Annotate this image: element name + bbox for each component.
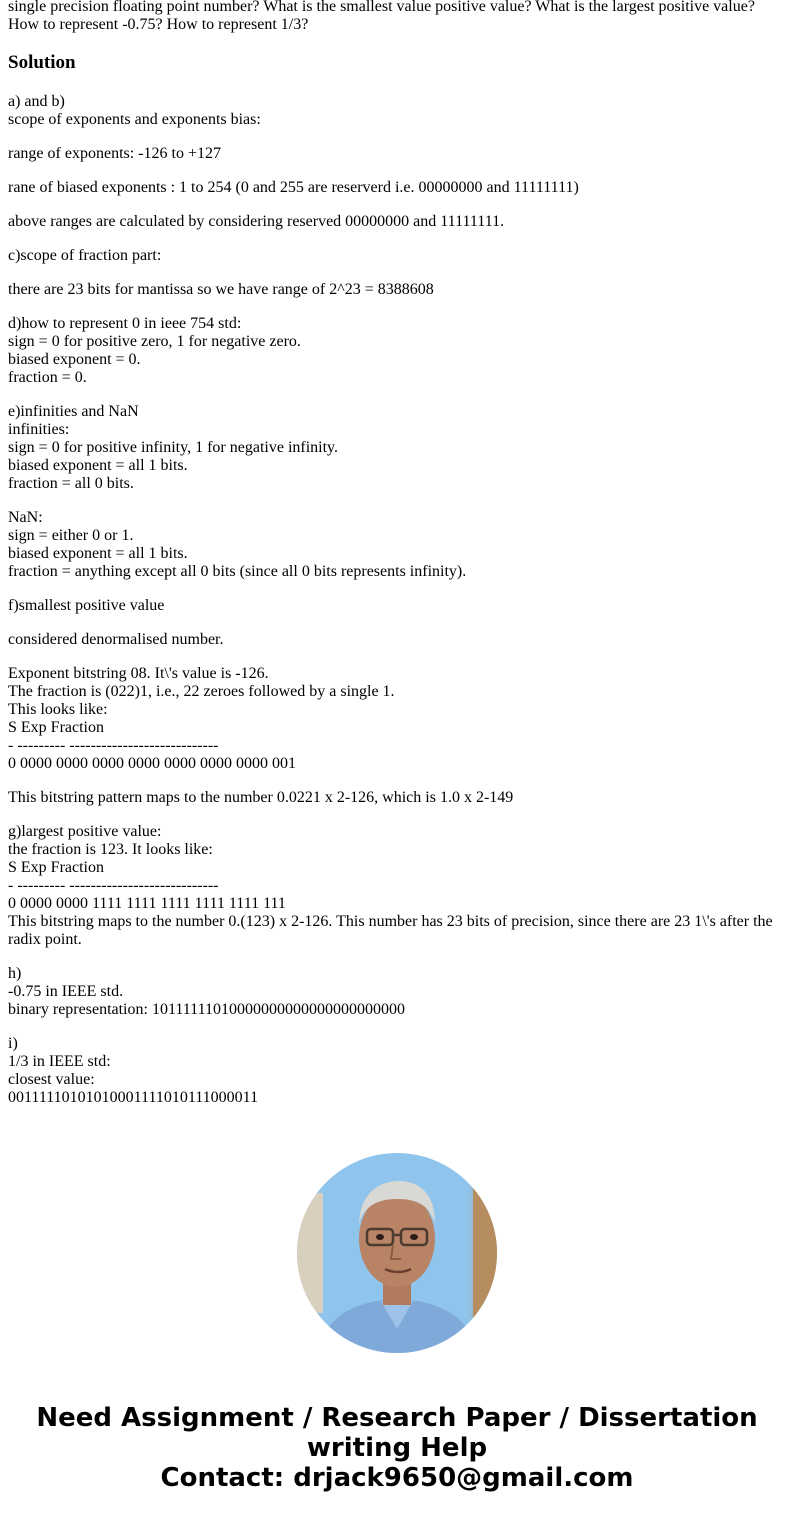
promo-contact: Contact: drjack9650@gmail.com [160, 1463, 634, 1493]
answer-line: a) and b) [8, 93, 65, 110]
answer-line: sign = 0 for positive infinity, 1 for negative infinity. [8, 439, 339, 456]
answer-line: sign = 0 for positive zero, 1 for negative zero. [8, 333, 301, 350]
answer-line: This bitstring pattern maps to the number 0.0221 x 2-126, which is 1.0 x 2-149 [8, 789, 514, 806]
answer-paragraph [8, 965, 788, 1019]
answer-line: The fraction is (022)1, i.e., 22 zeroes followed by a single 1. [8, 683, 395, 700]
answer-line: closest value: [8, 1071, 95, 1088]
answer-line: This bitstring maps to the number 0.(123) x 2-126. This number has 23 bits of precision, since there are 23 1\'s after the radix point. [8, 913, 777, 948]
answer-paragraph [8, 247, 788, 265]
answer-line: biased exponent = 0. [8, 351, 141, 368]
answer-paragraph [8, 665, 788, 773]
answer-line: 1/3 in IEEE std: [8, 1053, 111, 1070]
answer-line: h) [8, 965, 22, 982]
answer-paragraph [8, 403, 788, 493]
answer-paragraph [8, 597, 788, 615]
answer-line: e)infinities and NaN [8, 403, 139, 420]
answer-line: sign = either 0 or 1. [8, 527, 134, 544]
answer-paragraph [8, 789, 788, 807]
answer-paragraph [8, 823, 788, 949]
answer-line: fraction = all 0 bits. [8, 475, 134, 492]
answer-line: c)scope of fraction part: [8, 247, 162, 264]
document-body [8, 0, 788, 1107]
answer-paragraph [8, 1035, 788, 1107]
question-line: single precision floating point number? What is the smallest value positive value? What is the largest positive value? [8, 0, 755, 15]
answer-line: biased exponent = all 1 bits. [8, 545, 188, 562]
answer-line: Exponent bitstring 08. It\'s value is -126. [8, 665, 269, 682]
answer-line: considered denormalised number. [8, 631, 224, 648]
answer-paragraph [8, 213, 788, 231]
question-text [8, 0, 788, 34]
answer-line: - --------- ---------------------------- [8, 737, 219, 754]
answer-paragraph [8, 509, 788, 581]
answer-paragraph [8, 179, 788, 197]
answer-line: range of exponents: -126 to +127 [8, 145, 221, 162]
paragraph-gap [8, 197, 788, 213]
paragraph-gap [8, 649, 788, 665]
answer-paragraph [8, 145, 788, 163]
author-avatar [297, 1153, 497, 1353]
answer-line: infinities: [8, 421, 70, 438]
answer-line: d)how to represent 0 in ieee 754 std: [8, 315, 242, 332]
answer-line: - --------- ---------------------------- [8, 877, 219, 894]
paragraph-gap [8, 949, 788, 965]
answer-line: g)largest positive value: [8, 823, 162, 840]
promo-line: writing Help [306, 1433, 488, 1463]
paragraph-gap [8, 615, 788, 631]
promo-line: Need Assignment / Research Paper / Dissertation [36, 1403, 758, 1433]
answer-line: S Exp Fraction [8, 859, 104, 876]
answer-line: 00111110101010001111010111000011 [8, 1089, 259, 1106]
answer-line: This looks like: [8, 701, 108, 718]
question-line: How to represent -0.75? How to represent 1/3? [8, 16, 309, 33]
paragraph-gap [8, 231, 788, 247]
paragraph-gap [8, 129, 788, 145]
answer-line: binary representation: 10111111010000000000000000000000 [8, 1001, 405, 1018]
answer-line: biased exponent = all 1 bits. [8, 457, 188, 474]
answer-line: the fraction is 123. It looks like: [8, 841, 213, 858]
answer-line: above ranges are calculated by considering reserved 00000000 and 11111111. [8, 213, 505, 230]
paragraph-gap [8, 265, 788, 281]
answer-line: -0.75 in IEEE std. [8, 983, 124, 1000]
answer-text [8, 93, 788, 1107]
answer-paragraph [8, 281, 788, 299]
solution-heading: Solution [8, 52, 76, 73]
paragraph-gap [8, 163, 788, 179]
paragraph-gap [8, 807, 788, 823]
person-photo-icon [297, 1153, 497, 1353]
answer-line: 0 0000 0000 0000 0000 0000 0000 0000 001 [8, 755, 296, 772]
answer-line: scope of exponents and exponents bias: [8, 111, 261, 128]
paragraph-gap [8, 493, 788, 509]
paragraph-gap [8, 1019, 788, 1035]
answer-line: S Exp Fraction [8, 719, 104, 736]
paragraph-gap [8, 387, 788, 403]
paragraph-gap [8, 299, 788, 315]
answer-line: f)smallest positive value [8, 597, 165, 614]
promo-banner [0, 1403, 794, 1493]
answer-paragraph [8, 93, 788, 129]
answer-line: 0 0000 0000 1111 1111 1111 1111 1111 111 [8, 895, 286, 912]
answer-line: fraction = anything except all 0 bits (since all 0 bits represents infinity). [8, 563, 467, 580]
answer-paragraph [8, 631, 788, 649]
answer-line: i) [8, 1035, 18, 1052]
answer-paragraph [8, 315, 788, 387]
answer-line: NaN: [8, 509, 43, 526]
answer-line: fraction = 0. [8, 369, 87, 386]
paragraph-gap [8, 773, 788, 789]
paragraph-gap [8, 581, 788, 597]
answer-line: there are 23 bits for mantissa so we have range of 2^23 = 8388608 [8, 281, 434, 298]
answer-line: rane of biased exponents : 1 to 254 (0 and 255 are reserverd i.e. 00000000 and 11111111) [8, 179, 579, 196]
